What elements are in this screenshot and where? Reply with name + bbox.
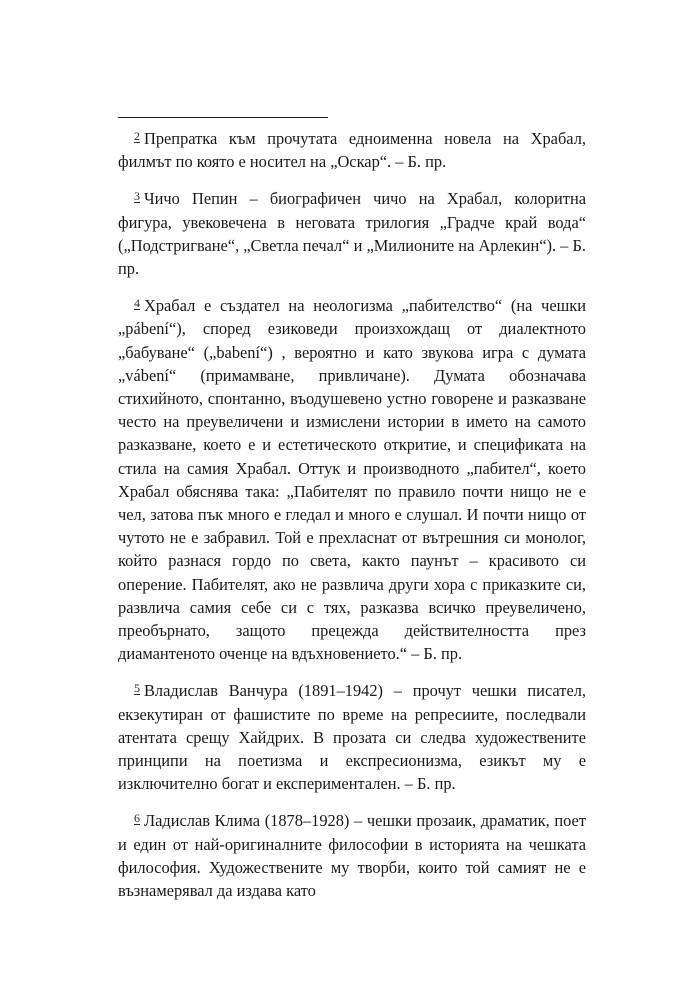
footnote-text: Препратка към прочутата едноименна новела на Храбал, филмът по която е носител на „Оскар“. – Б. пр. xyxy=(118,129,586,172)
footnote-text: Чичо Пепин – биографичен чичо на Храбал, колоритна фигура, увековечена в неговата трилогия „Градче край вода“ („Подстригване“, „Светла печал“ и „Милионите на Арлекин“). – Б. пр. xyxy=(118,189,586,279)
footnote-number[interactable]: 6 xyxy=(134,811,140,826)
footnote-number[interactable]: 5 xyxy=(134,681,140,696)
footnote-2 xyxy=(118,125,586,173)
footnote-text: Владислав Ванчура (1891–1942) – прочут чешки писател, екзекутиран от фашистите по време на репресиите, последвали атентата срещу Хайдрих. В прозата си следва художествените принципи на поетизма и експресионизма, езикът му е изключително богат и експериментален. – Б. пр. xyxy=(118,681,586,794)
footnote-number[interactable]: 2 xyxy=(134,129,140,143)
footnote-separator-rule xyxy=(118,117,328,118)
footnote-number[interactable]: 4 xyxy=(134,296,140,311)
footnote-6 xyxy=(118,807,586,902)
footnote-text: Храбал е създател на неологизма „пабителство“ (на чешки „pábení“), според езиковеди произхождащ от диалектното „бабуване“ („babení“) , вероятно и като звукова игра с думата „vábení“ (примамване, привличане). Думата обозначава стихийното, спонтанно, въодушевено устно говорене и разказване често на преувеличени и измислени истории в името на самото разказване, което е и естетическото откритие, и спецификата на стила на самия Храбал. Оттук и производното „пабител“, което Храбал обяснява така: „Пабителят по правило почти нищо не е чел, затова пък много е гледал и много е слушал. И почти нищо от чутото не е забравил. Той е прехласнат от вътрешния си монолог, който разнася гордо по света, както паунът – красивото си оперение. Пабителят, ако не развлича други хора с приказките си, развлича самия себе си с тях, разказва всичко преувеличено, преобърнато, защото прецежда действителността през диамантеното оченце на вдъхновението.“ – Б. пр. xyxy=(118,296,586,664)
footnote-3 xyxy=(118,185,586,280)
footnote-number[interactable]: 3 xyxy=(134,189,140,204)
footnotes-section xyxy=(118,125,586,914)
footnote-text: Ладислав Клима (1878–1928) – чешки прозаик, драматик, поет и един от най-оригиналните философии в историята на чешката философия. Художествените му творби, които той самият не е възнамерявал да издава като xyxy=(118,811,586,901)
footnote-4 xyxy=(118,292,586,665)
footnote-5 xyxy=(118,677,586,795)
